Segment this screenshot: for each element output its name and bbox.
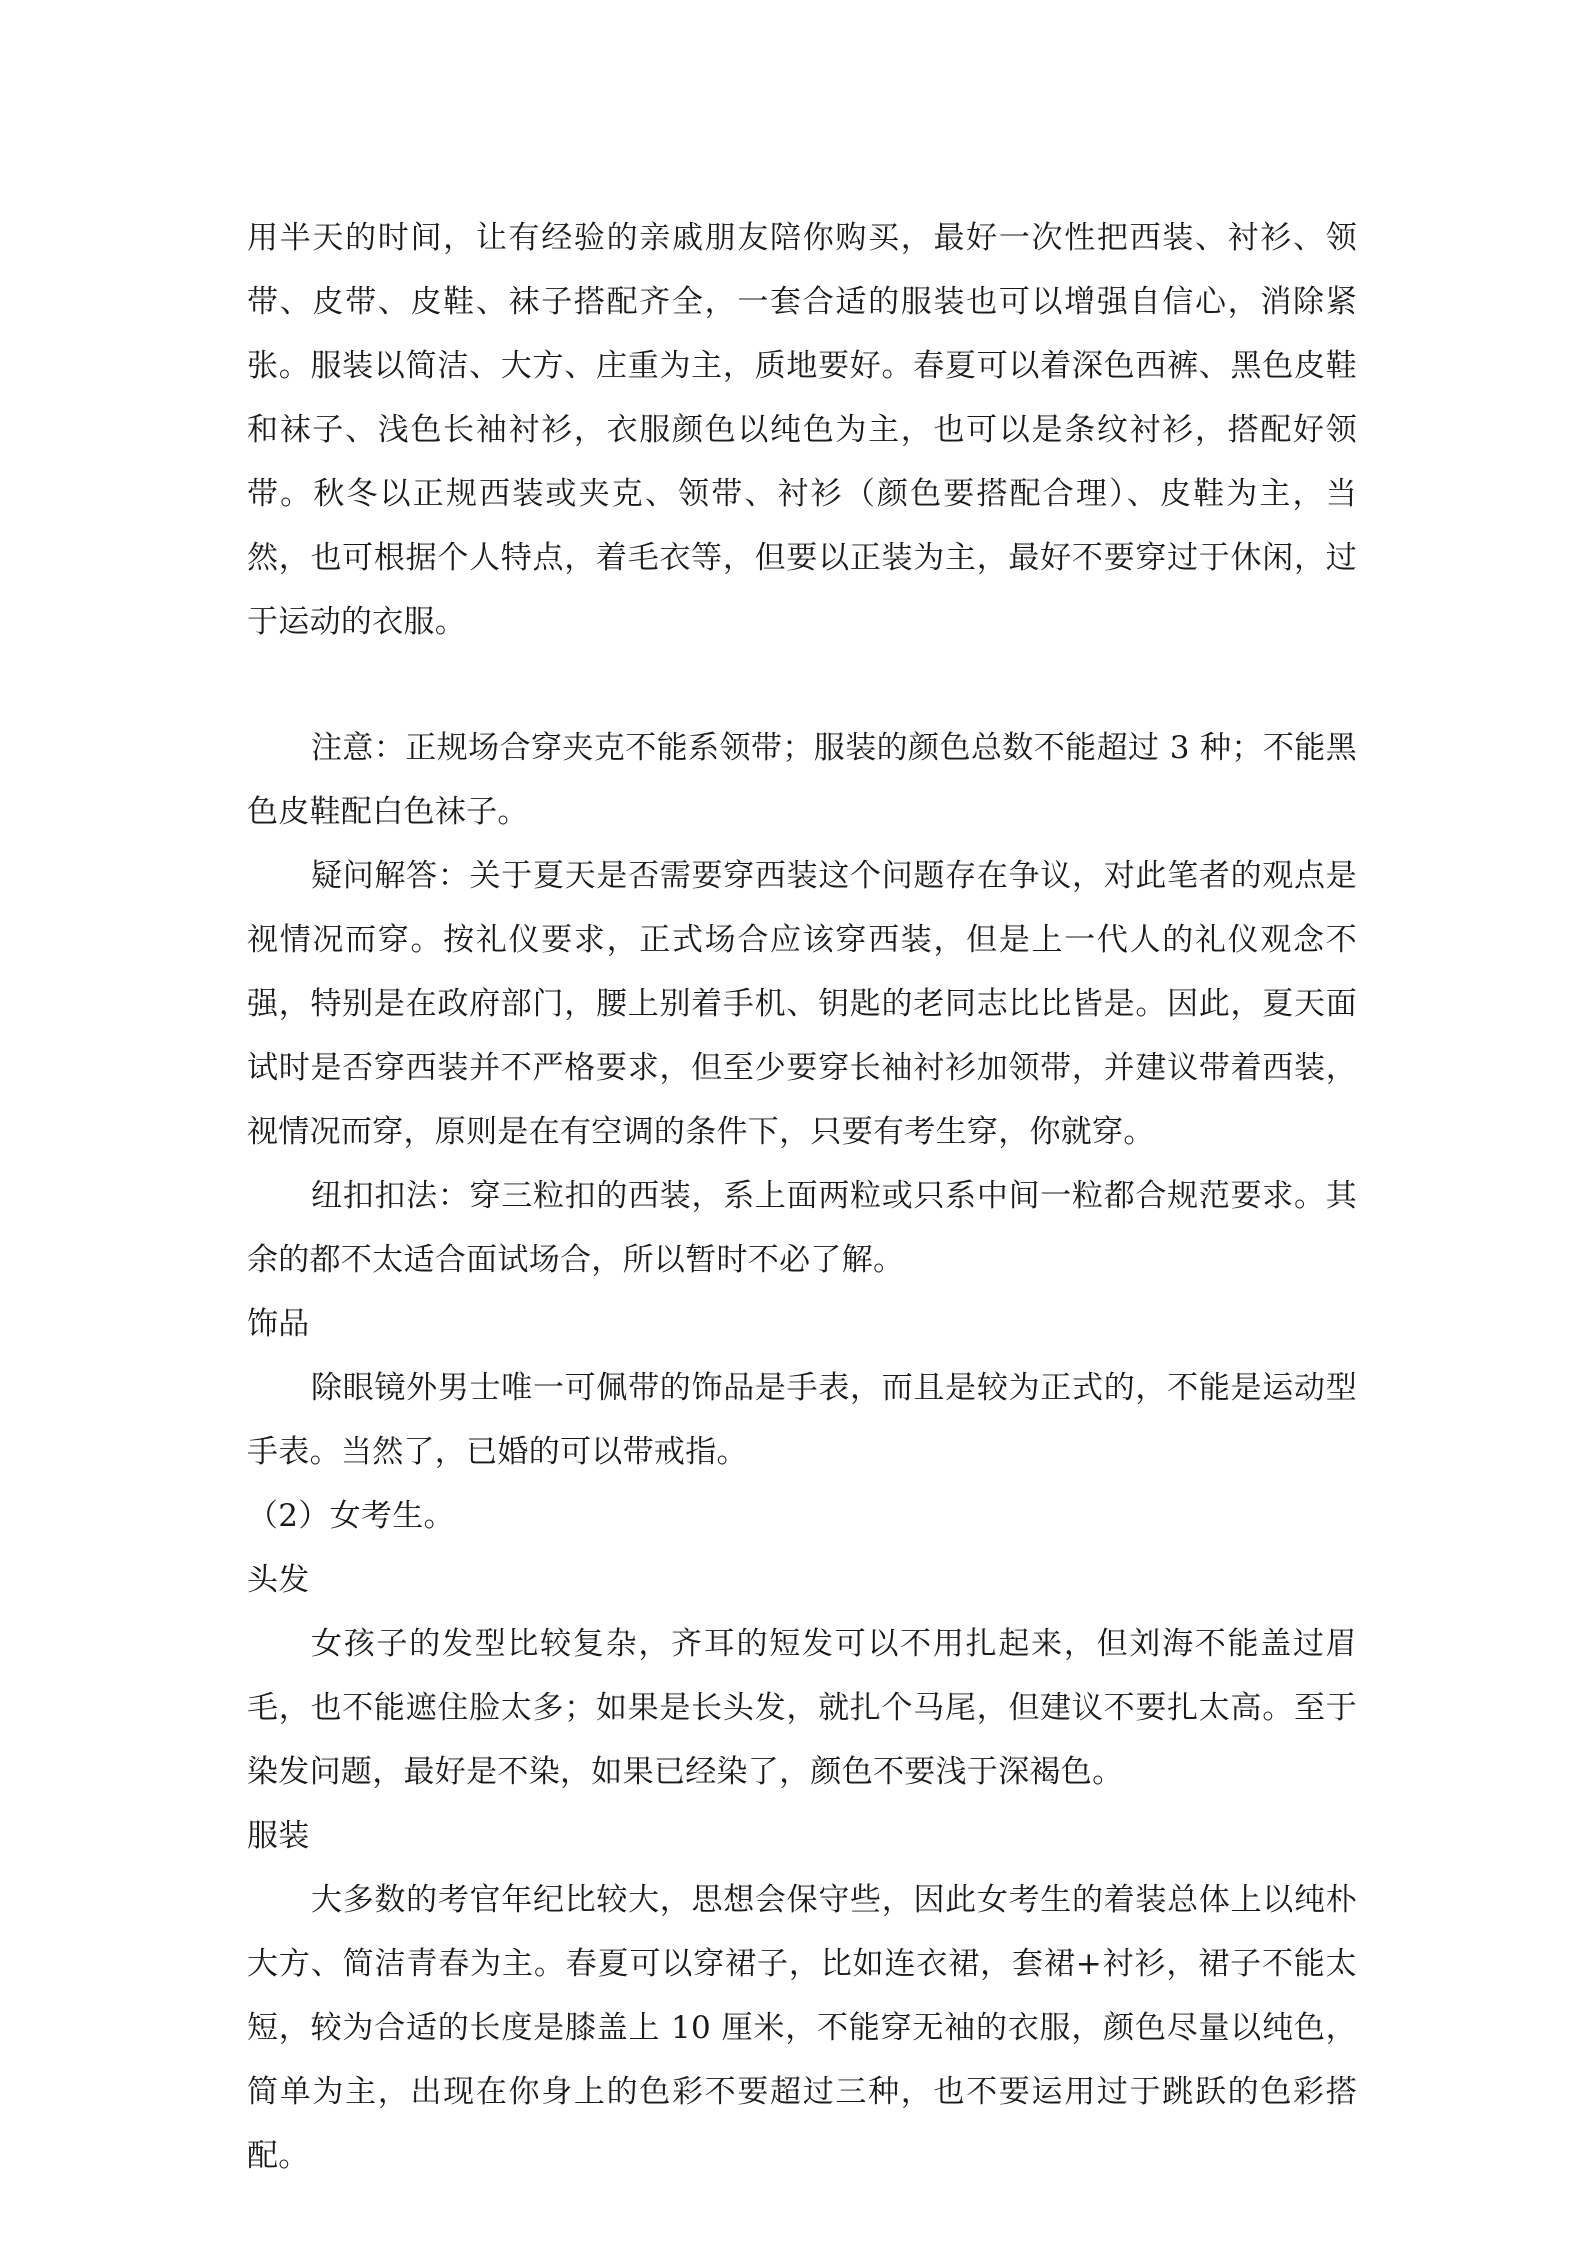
section-heading-accessories: 饰品: [247, 1306, 310, 1342]
paragraph-female-clothing: 大多数的考官年纪比较大，思想会保守些，因此女考生的着装总体上以纯朴大方、简洁青春为主。春夏可以穿裙子，比如连衣裙，套裙+衬衫，裙子不能太短，较为合适的长度是膝盖上 10 厘米，不能穿无袖的衣服，颜色尽量以纯色，简单为主，出现在你身上的色彩不要超过三种，也不要运用过于跳跃的色彩搭配。: [247, 1882, 1357, 2174]
section-heading-female-candidates: （2）女考生。: [247, 1498, 455, 1534]
section-heading-clothing: 服装: [247, 1818, 310, 1854]
paragraph-note: 注意：正规场合穿夹克不能系领带；服装的颜色总数不能超过 3 种；不能黑色皮鞋配白色袜子。: [247, 730, 1357, 830]
document-body: [247, 206, 1357, 2188]
paragraph-hair: 女孩子的发型比较复杂，齐耳的短发可以不用扎起来，但刘海不能盖过眉毛，也不能遮住脸太多；如果是长头发，就扎个马尾，但建议不要扎太高。至于染发问题，最好是不染，如果已经染了，颜色不要浅于深褐色。: [247, 1626, 1357, 1790]
paragraph-accessories: 除眼镜外男士唯一可佩带的饰品是手表，而且是较为正式的，不能是运动型手表。当然了，已婚的可以带戒指。: [247, 1370, 1357, 1470]
section-heading-hair: 头发: [247, 1562, 310, 1598]
paragraph-clothing-purchase: 用半天的时间，让有经验的亲戚朋友陪你购买，最好一次性把西装、衬衫、领带、皮带、皮鞋、袜子搭配齐全，一套合适的服装也可以增强自信心，消除紧张。服装以简洁、大方、庄重为主，质地要好。春夏可以着深色西裤、黑色皮鞋和袜子、浅色长袖衬衫，衣服颜色以纯色为主，也可以是条纹衬衫，搭配好领带。秋冬以正规西装或夹克、领带、衬衫（颜色要搭配合理）、皮鞋为主，当然，也可根据个人特点，着毛衣等，但要以正装为主，最好不要穿过于休闲，过于运动的衣服。: [247, 220, 1357, 640]
paragraph-button-fastening: 纽扣扣法：穿三粒扣的西装，系上面两粒或只系中间一粒都合规范要求。其余的都不太适合面试场合，所以暂时不必了解。: [247, 1178, 1357, 1278]
paragraph-faq-summer-suit: 疑问解答：关于夏天是否需要穿西装这个问题存在争议，对此笔者的观点是视情况而穿。按礼仪要求，正式场合应该穿西装，但是上一代人的礼仪观念不强，特别是在政府部门，腰上别着手机、钥匙的老同志比比皆是。因此，夏天面试时是否穿西装并不严格要求，但至少要穿长袖衬衫加领带，并建议带着西装，视情况而穿，原则是在有空调的条件下，只要有考生穿，你就穿。: [247, 858, 1357, 1150]
